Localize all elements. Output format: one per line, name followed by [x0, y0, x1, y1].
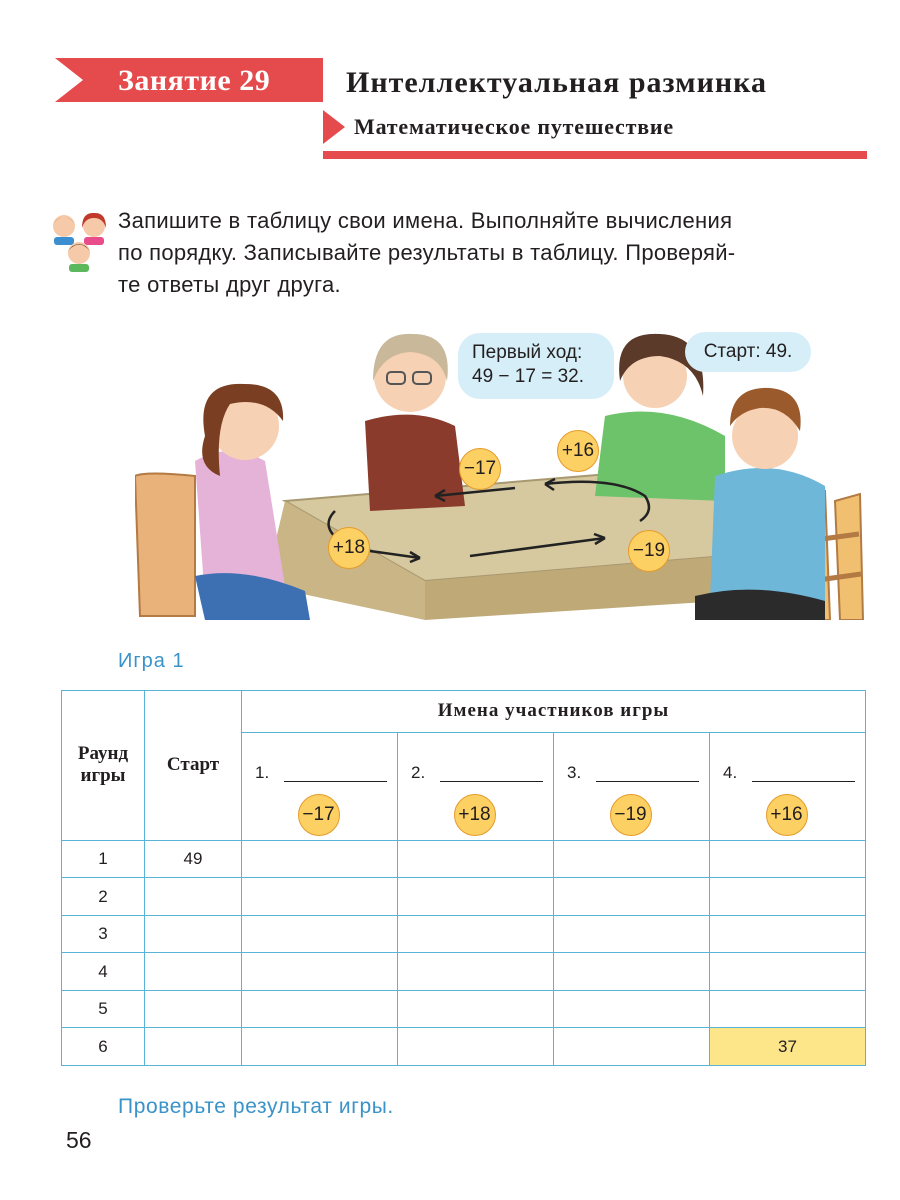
instruction-line: те ответы друг друга.	[118, 272, 341, 297]
result-cell[interactable]	[398, 840, 554, 878]
table-row	[62, 915, 866, 953]
start-value	[145, 953, 242, 991]
result-cell[interactable]	[554, 953, 710, 991]
player-column-2	[398, 732, 554, 840]
operation-badge: −17	[459, 448, 501, 490]
instruction-line: по порядку. Записывайте результаты в таблицу. Проверяй-	[118, 240, 736, 265]
start-value	[145, 1028, 242, 1066]
result-cell[interactable]	[710, 878, 866, 916]
result-cell[interactable]	[554, 990, 710, 1028]
result-cell[interactable]	[710, 915, 866, 953]
lesson-label: Занятие 29	[118, 64, 271, 97]
operation-badge: +18	[328, 527, 370, 569]
result-cell[interactable]	[398, 915, 554, 953]
round-number: 1	[62, 840, 145, 878]
round-number: 4	[62, 953, 145, 991]
player-name-field[interactable]	[284, 781, 387, 782]
start-value: 49	[145, 840, 242, 878]
player-column-3	[554, 732, 710, 840]
result-cell[interactable]	[242, 990, 398, 1028]
table-row	[62, 990, 866, 1028]
result-cell[interactable]	[242, 840, 398, 878]
result-cell[interactable]	[398, 1028, 554, 1066]
bubble-line: 49 − 17 = 32.	[472, 366, 584, 387]
operation-badge: −19	[628, 530, 670, 572]
header-rule	[323, 151, 867, 159]
player-operation-badge: +18	[454, 794, 496, 836]
result-cell[interactable]	[242, 915, 398, 953]
result-cell[interactable]	[710, 840, 866, 878]
start-value	[145, 878, 242, 916]
player-column-4	[710, 732, 866, 840]
start-value	[145, 915, 242, 953]
player-name-field[interactable]	[440, 781, 543, 782]
table-row	[62, 840, 866, 878]
bubble-line: Первый ход:	[472, 342, 583, 363]
result-cell[interactable]	[710, 990, 866, 1028]
player-operation-badge: −17	[298, 794, 340, 836]
game-label: Игра 1	[118, 650, 185, 672]
final-result-cell[interactable]: 37	[710, 1028, 866, 1066]
round-number: 2	[62, 878, 145, 916]
check-result-text: Проверьте результат игры.	[118, 1095, 394, 1118]
table-row	[62, 953, 866, 991]
result-cell[interactable]	[554, 840, 710, 878]
header-round-line: Раунд	[77, 743, 129, 765]
result-cell[interactable]	[242, 953, 398, 991]
round-number: 6	[62, 1028, 145, 1066]
player-number: 2.	[411, 762, 426, 782]
table-row	[62, 878, 866, 916]
player-operation-badge: +16	[766, 794, 808, 836]
result-cell[interactable]	[554, 878, 710, 916]
instruction-text	[118, 205, 878, 301]
player-number: 4.	[723, 762, 738, 782]
game-table	[61, 690, 866, 1066]
children-group-icon	[48, 208, 110, 272]
lesson-subtitle: Математическое путешествие	[354, 114, 674, 139]
round-number: 3	[62, 915, 145, 953]
header-round-line: игры	[80, 765, 126, 787]
player-column-1	[242, 732, 398, 840]
result-cell[interactable]	[242, 1028, 398, 1066]
header-start: Старт	[145, 691, 242, 841]
player-name-field[interactable]	[596, 781, 699, 782]
result-cell[interactable]	[554, 1028, 710, 1066]
player-operation-badge: −19	[610, 794, 652, 836]
result-cell[interactable]	[242, 878, 398, 916]
player-number: 3.	[567, 762, 582, 782]
header-round	[62, 691, 145, 841]
table-row	[62, 1028, 866, 1066]
subtitle-ribbon-tip	[323, 110, 345, 144]
speech-bubble-start: Старт: 49.	[685, 332, 811, 372]
result-cell[interactable]	[554, 915, 710, 953]
operation-badge: +16	[557, 430, 599, 472]
round-number: 5	[62, 990, 145, 1028]
result-cell[interactable]	[398, 990, 554, 1028]
result-cell[interactable]	[398, 953, 554, 991]
player-number: 1.	[255, 762, 270, 782]
instruction-line: Запишите в таблицу свои имена. Выполняйте вычисления	[118, 208, 733, 233]
player-name-field[interactable]	[752, 781, 855, 782]
speech-bubble-first-move	[458, 333, 614, 399]
header-player-names: Имена участников игры	[242, 691, 866, 733]
start-value	[145, 990, 242, 1028]
page-number: 56	[66, 1127, 92, 1153]
result-cell[interactable]	[710, 953, 866, 991]
result-cell[interactable]	[398, 878, 554, 916]
lesson-title: Интеллектуальная разминка	[346, 66, 768, 99]
